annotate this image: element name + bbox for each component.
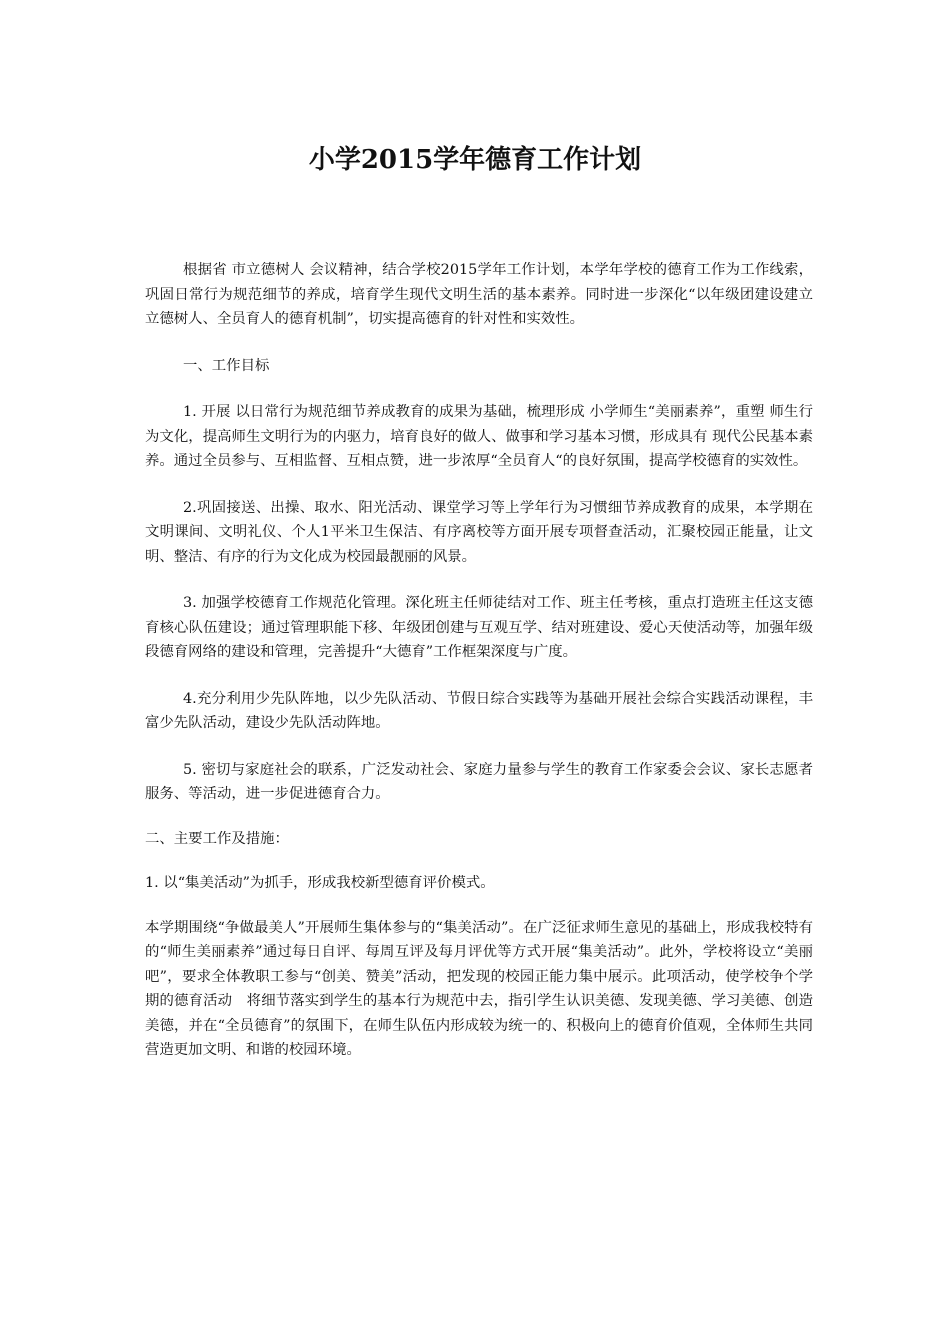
measure-1-paragraph: 本学期围绕“争做最美人”开展师生集体参与的“集美活动”。在广泛征求师生意见的基础上，形成我校特有的“师生美丽素养”通过每日自评、每周互评及每月评优等方式开展“集美活动”。此外，学校将设立“美丽吧”，要求全体教职工参与“创美、赞美”活动，把发现的校园正能力集中展示。此项活动，使学校争个学期的德育活动 将细节落实到学生的基本行为规范中去，指引学生认识美德、发现美德、学习美德、创造美德，并在“全员德育”的氛围下，在师生队伍内形成较为统一的、积极向上的德育价值观，全体师生共同营造更加文明、和谐的校园环境。	[145, 919, 813, 1058]
intro-paragraph: 根据省 市立德树人 会议精神，结合学校2015学年工作计划，本学年学校的德育工作为工作线索，巩固日常行为规范细节的养成，培育学生现代文明生活的基本素养。同时进一步深化“以年级团建设建立立德树人、全员育人的德育机制”，切实提高德育的针对性和实效性。	[145, 262, 813, 327]
measure-1-heading: 1. 以“集美活动”为抓手，形成我校新型德育评价模式。	[145, 875, 495, 891]
goal-paragraph-2: 2.巩固接送、出操、取水、阳光活动、课堂学习等上学年行为习惯细节养成教育的成果，本学期在 文明课间、文明礼仪、个人1平米卫生保洁、有序离校等方面开展专项督查活动，汇聚校园正能量，让文明、整洁、有序的行为文化成为校园最靓丽的风景。	[145, 499, 813, 565]
document-title: 小学2015学年德育工作计划	[308, 145, 642, 175]
goal-paragraph-4: 4.充分利用少先队阵地，以少先队活动、节假日综合实践等为基础开展社会综合实践活动课程，丰富少先队活动，建设少先队活动阵地。	[145, 690, 813, 731]
document-body	[145, 258, 813, 1063]
goal-paragraph-5: 5. 密切与家庭社会的联系，广泛发动社会、家庭力量参与学生的教育工作家委会会议、家长志愿者服务、等活动，进一步促进德育合力。	[145, 761, 813, 802]
section-heading-goals: 一、工作目标	[183, 357, 270, 374]
goal-paragraph-1: 1. 开展 以日常行为规范细节养成教育的成果为基础，梳理形成 小学师生“美丽素养”，重塑 师生行为文化，提高师生文明行为的内驱力，培育良好的做人、做事和学习基本习惯，形成具有 现代公民基本素养。通过全员参与、互相监督、互相点赞，进一步浓厚“全员育人“的良好氛围，提高学校德育的实效性。	[145, 404, 813, 469]
goal-paragraph-3: 3. 加强学校德育工作规范化管理。深化班主任师徒结对工作、班主任考核，重点打造班主任这支德育核心队伍建设；通过管理职能下移、年级团创建与互观互学、结对班建设、爱心天使活动等，加强年级段德育网络的建设和管理，完善提升“大德育”工作框架深度与广度。	[145, 595, 813, 660]
section-heading-measures: 二、主要工作及措施：	[145, 830, 289, 847]
